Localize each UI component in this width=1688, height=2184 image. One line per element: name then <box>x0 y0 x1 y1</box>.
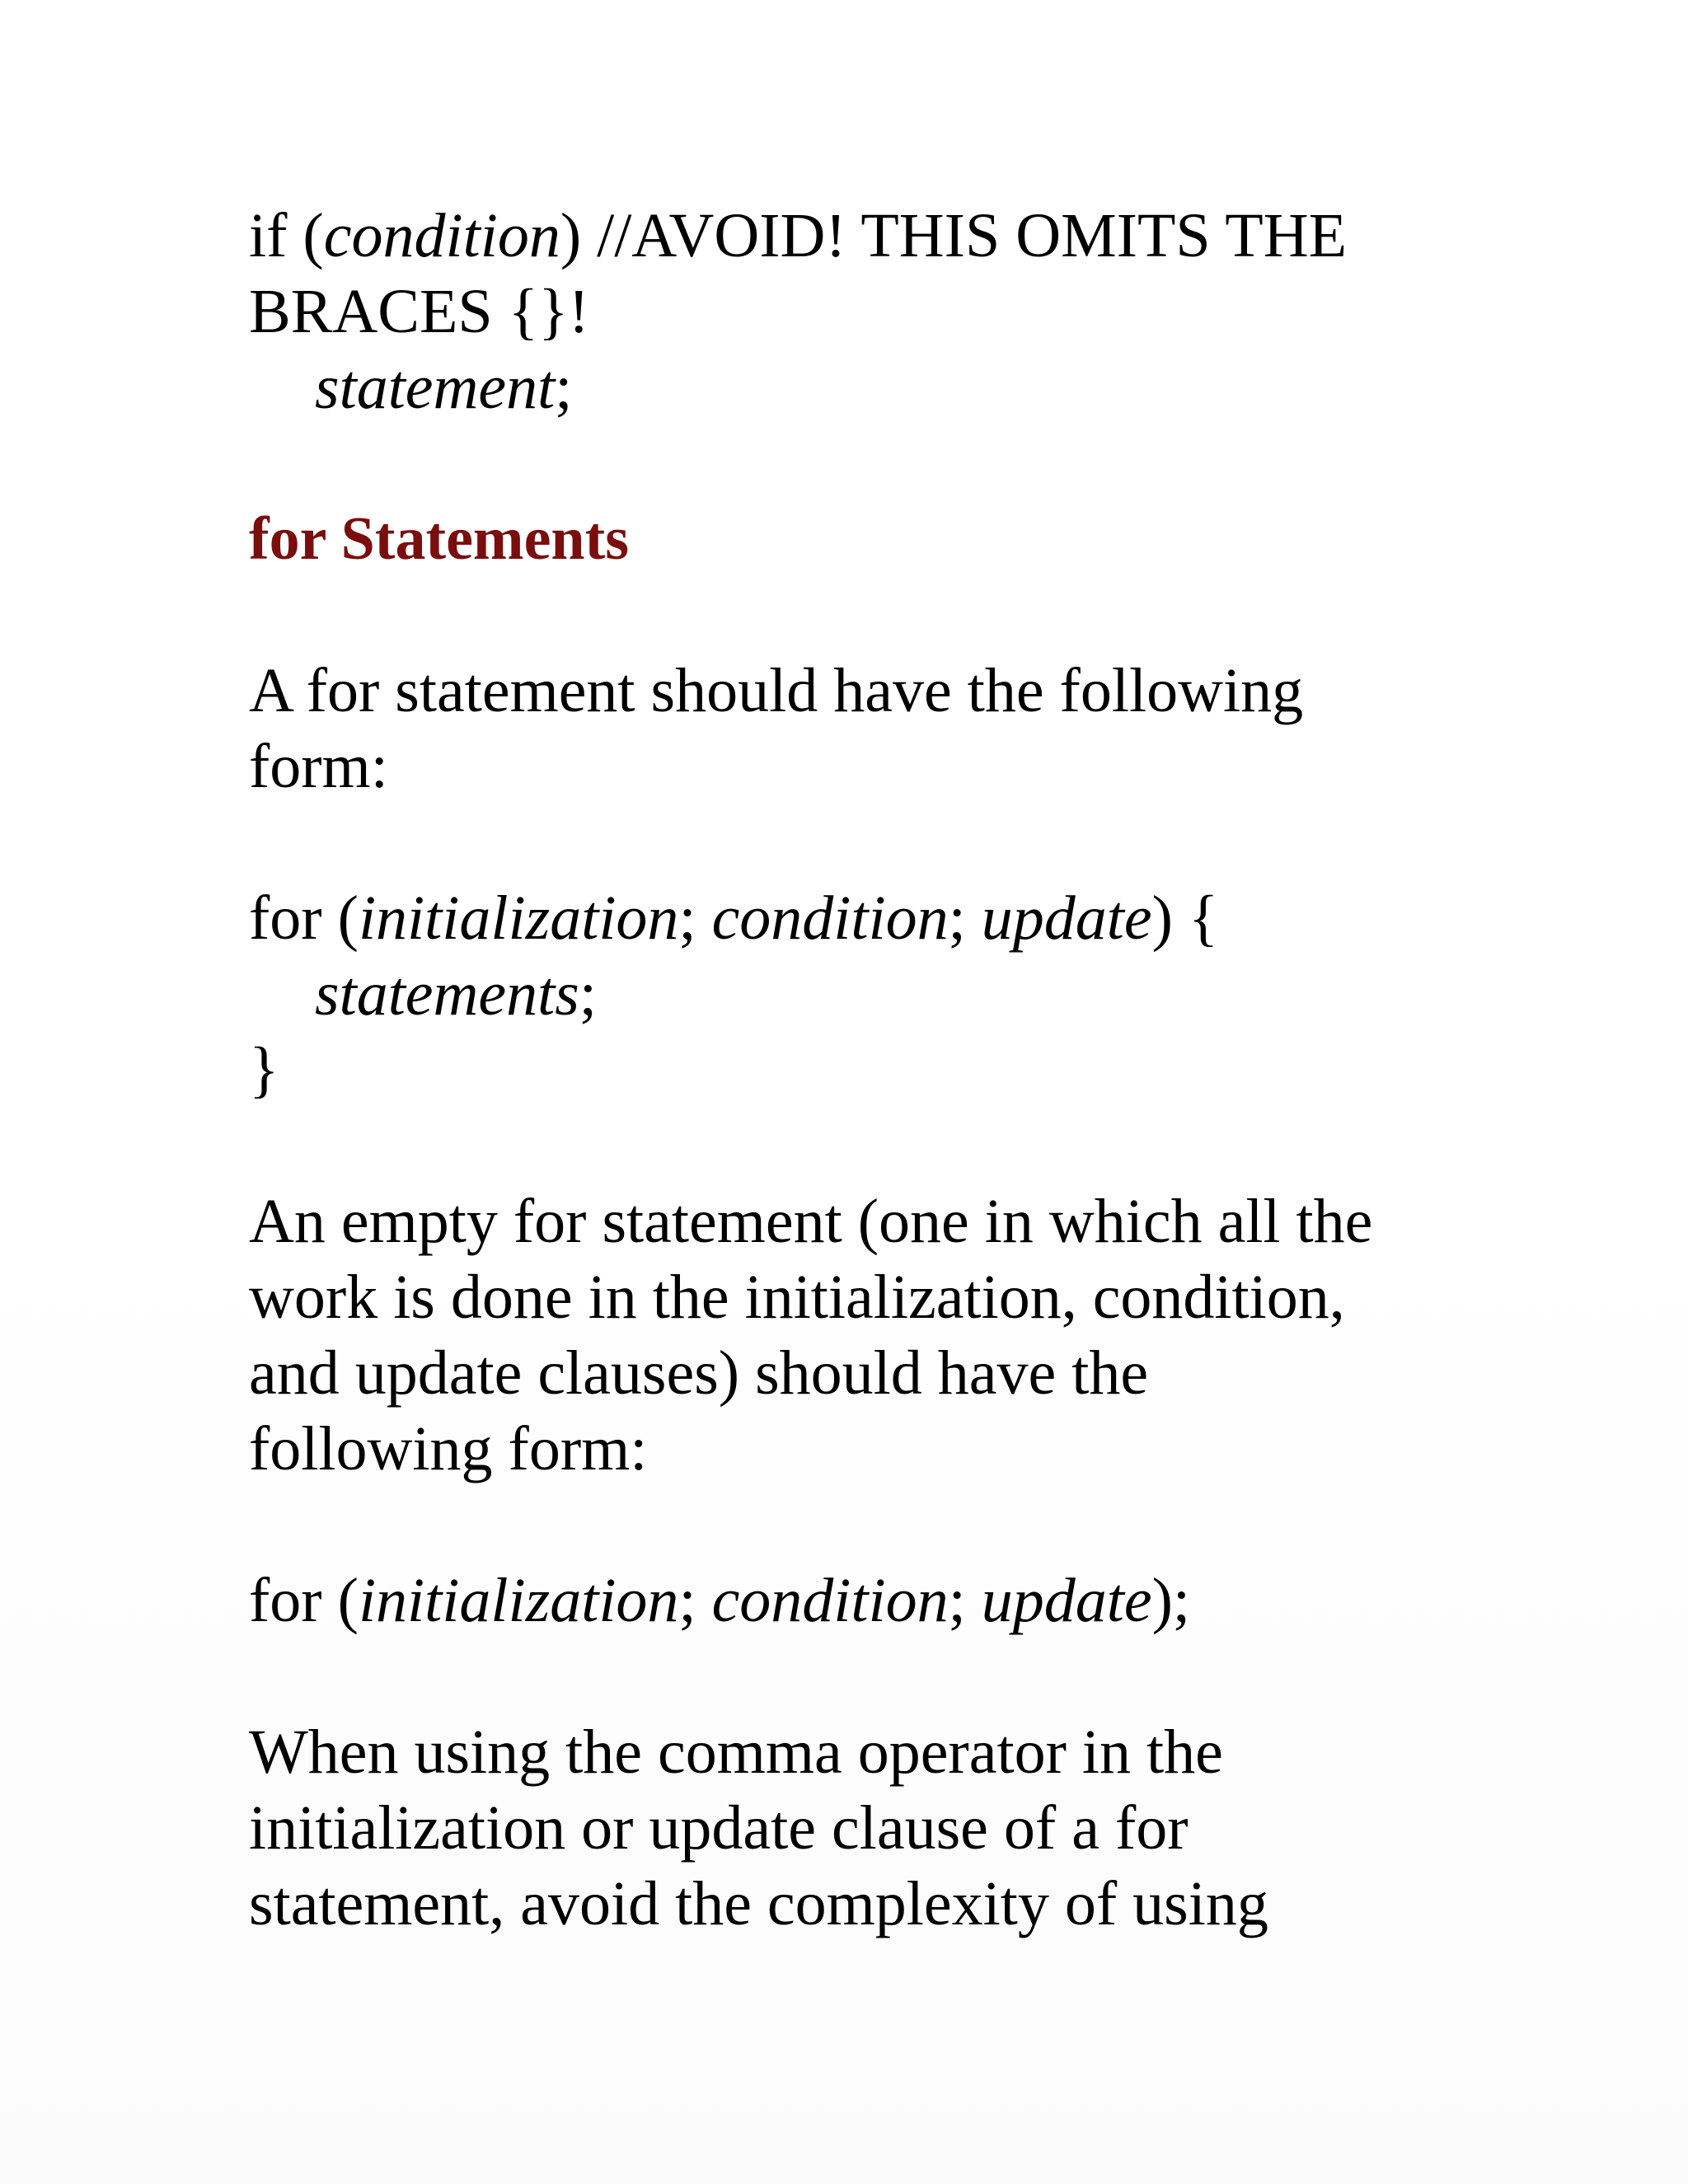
code-text: ; <box>948 883 982 953</box>
code-placeholder-update: update <box>981 883 1152 953</box>
code-text: for ( <box>249 1566 359 1635</box>
code-comment-continued: BRACES {}! <box>249 277 589 346</box>
code-body-line <box>249 956 1452 1032</box>
paragraph-line: form: <box>249 732 388 801</box>
spacer <box>249 1487 1452 1563</box>
code-text: for ( <box>249 883 359 953</box>
code-placeholder-statements: statements <box>315 959 579 1029</box>
code-placeholder-condition: condition <box>323 201 560 270</box>
code-if-line <box>249 198 1452 274</box>
code-text: ); <box>1151 1566 1191 1635</box>
code-placeholder-condition: condition <box>711 883 949 953</box>
code-empty-for-line <box>249 1563 1452 1638</box>
code-text: ) { <box>1151 883 1219 953</box>
code-text: ; <box>948 1566 982 1635</box>
code-text: ; <box>678 883 712 953</box>
spacer <box>249 1638 1452 1714</box>
code-placeholder-condition: condition <box>711 1566 949 1635</box>
document-body <box>249 198 1452 1942</box>
paragraph-line: When using the comma operator in the <box>249 1718 1223 1787</box>
code-closing-brace: } <box>249 1035 279 1104</box>
spacer <box>249 425 1452 501</box>
paragraph-line: initialization or update clause of a for <box>249 1793 1189 1863</box>
paragraph-line: following form: <box>249 1414 648 1483</box>
paragraph-line: An empty for statement (one in which all the <box>249 1187 1373 1256</box>
spacer <box>249 804 1452 880</box>
code-placeholder-initialization: initialization <box>358 1566 679 1635</box>
code-comment: ) //AVOID! THIS OMITS THE <box>560 201 1348 270</box>
code-for-line <box>249 880 1452 956</box>
paragraph-line: and update clauses) should have the <box>249 1338 1149 1408</box>
code-placeholder-update: update <box>981 1566 1152 1635</box>
code-statement-line <box>249 349 1452 425</box>
spacer <box>249 1108 1452 1183</box>
paragraph-line: A for statement should have the following <box>249 656 1304 725</box>
spacer <box>249 577 1452 653</box>
section-heading: for Statements <box>249 505 630 573</box>
paragraph-line: work is done in the initialization, condition, <box>249 1263 1345 1332</box>
code-placeholder-statement: statement <box>315 353 556 422</box>
code-text: ; <box>555 353 573 422</box>
code-text: if ( <box>249 201 324 270</box>
code-placeholder-initialization: initialization <box>358 883 679 953</box>
code-text: ; <box>579 959 597 1029</box>
code-text: ; <box>678 1566 712 1635</box>
paragraph-line: statement, avoid the complexity of using <box>249 1869 1268 1938</box>
